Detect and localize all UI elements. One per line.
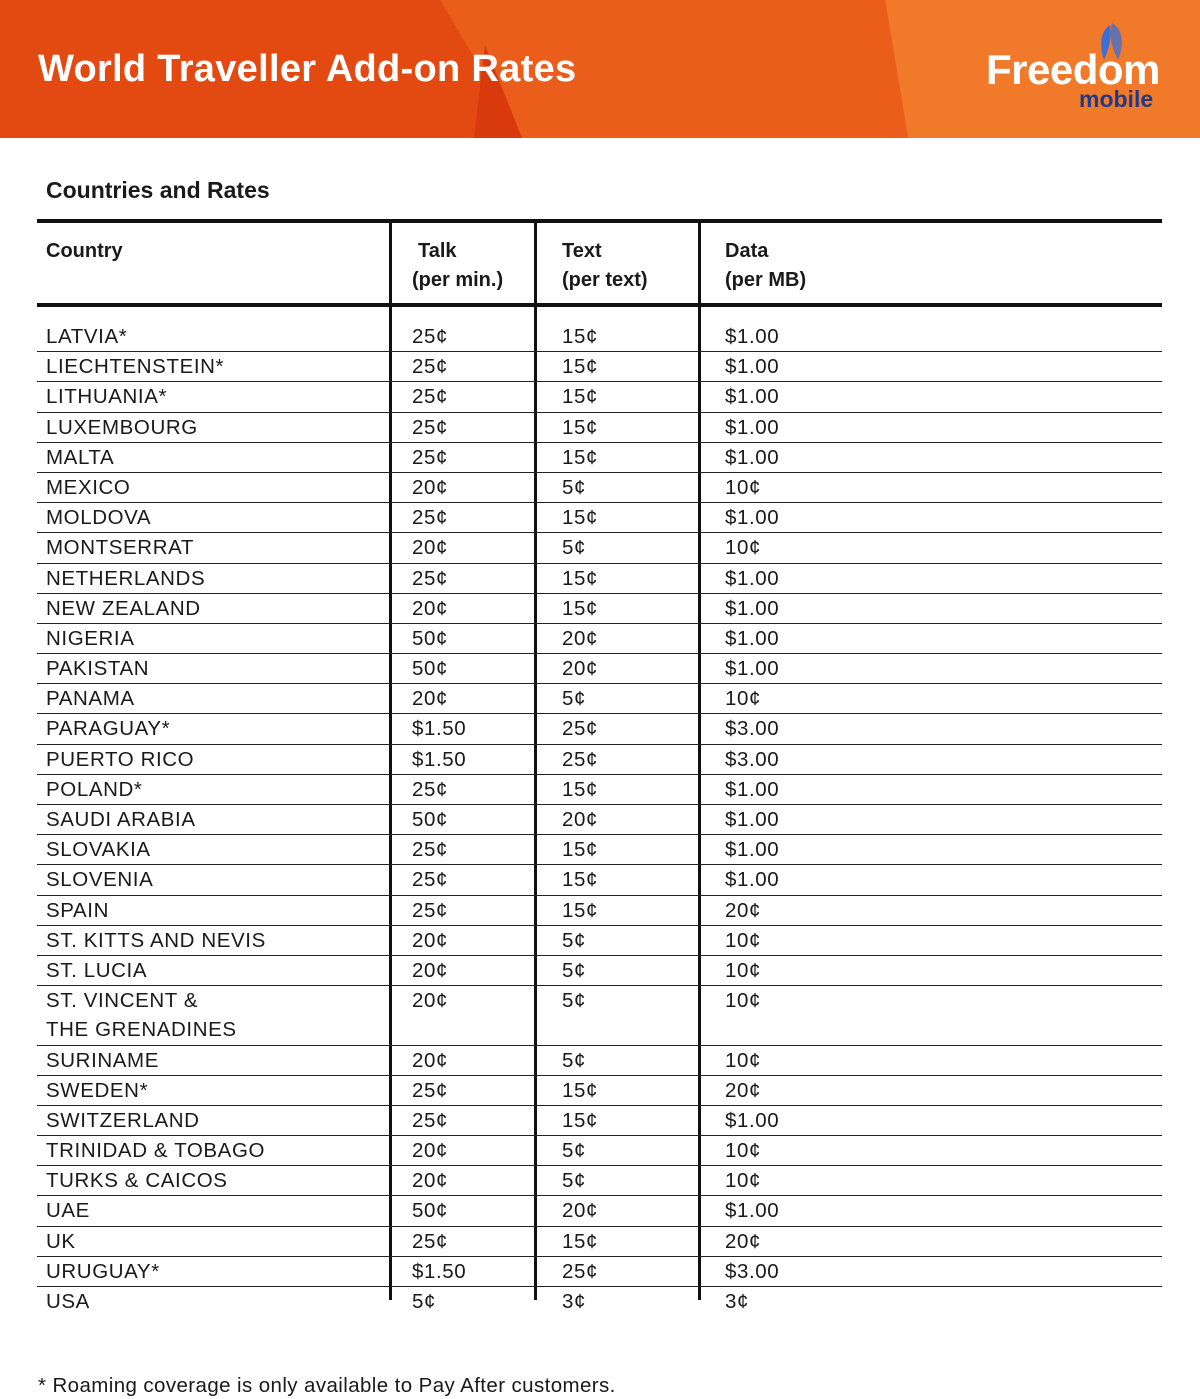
data-rate-cell: $1.00 (725, 325, 780, 348)
country-cell (46, 1046, 159, 1075)
talk-rate-cell: $1.50 (412, 1259, 467, 1283)
data-rate-cell: $1.00 (725, 566, 780, 590)
text-rate-cell: 15¢ (562, 868, 599, 892)
country-name-line: THE GRENADINES (46, 1018, 237, 1042)
data-rate-cell: 10¢ (725, 989, 762, 1013)
talk-rate-cell: 25¢ (412, 898, 449, 922)
country-name-line: LIECHTENSTEIN* (46, 355, 225, 379)
header-talk-label: Talk (418, 240, 457, 262)
table-row (37, 443, 1162, 473)
country-cell (46, 775, 142, 804)
table-row (37, 654, 1162, 684)
country-name-line: NIGERIA (46, 626, 135, 650)
text-rate-cell: 20¢ (562, 808, 599, 831)
logo-wordmark: Freedom (986, 46, 1160, 93)
text-rate-cell: 20¢ (562, 1199, 599, 1223)
country-cell (46, 1287, 90, 1316)
page-title: World Traveller Add-on Rates (38, 48, 577, 90)
talk-rate-cell: 20¢ (412, 1139, 449, 1163)
table-row (37, 1136, 1162, 1166)
table-row (37, 714, 1162, 744)
country-name-line: SPAIN (46, 898, 109, 922)
table-row (37, 865, 1162, 895)
text-rate-cell: 5¢ (562, 1139, 587, 1163)
talk-rate-cell: 25¢ (412, 566, 449, 590)
data-rate-cell: $1.00 (725, 808, 780, 831)
talk-rate-cell: 20¢ (412, 596, 449, 620)
header-country (46, 237, 123, 266)
country-cell (46, 805, 196, 834)
talk-rate-cell: 20¢ (412, 1169, 449, 1193)
talk-rate-cell: 25¢ (412, 445, 449, 469)
data-rate-cell: $1.00 (725, 626, 780, 650)
table-row (37, 926, 1162, 956)
country-cell (46, 956, 147, 985)
country-cell (46, 654, 149, 683)
table-row (37, 382, 1162, 412)
data-rate-cell: 10¢ (725, 1139, 762, 1163)
data-rate-cell: $1.00 (725, 506, 780, 530)
talk-rate-cell: 20¢ (412, 1048, 449, 1072)
country-name-line: POLAND* (46, 777, 143, 801)
country-cell (46, 865, 153, 894)
talk-rate-cell: 50¢ (412, 808, 449, 831)
table-row (37, 684, 1162, 714)
country-name-line: PUERTO RICO (46, 747, 195, 771)
table-row (37, 594, 1162, 624)
table-row (37, 624, 1162, 654)
country-cell (46, 594, 201, 623)
talk-rate-cell: 25¢ (412, 1229, 449, 1253)
data-rate-cell: 10¢ (725, 536, 762, 560)
table-row (37, 1227, 1162, 1257)
header-data-label: Data (725, 240, 769, 262)
table-row (37, 1287, 1162, 1316)
talk-rate-cell: 50¢ (412, 626, 449, 650)
table-row (37, 503, 1162, 533)
text-rate-cell: 15¢ (562, 385, 599, 409)
country-cell (46, 1106, 200, 1135)
country-name-line: UAE (46, 1199, 90, 1223)
data-rate-cell: 20¢ (725, 898, 762, 922)
talk-rate-cell: 25¢ (412, 415, 449, 439)
footnote: * Roaming coverage is only available to Pay After customers. (38, 1374, 616, 1397)
country-name-line: MONTSERRAT (46, 536, 194, 560)
text-rate-cell: 15¢ (562, 325, 599, 348)
logo-subtext: mobile (1079, 86, 1154, 112)
header-talk-unit: (per min.) (412, 269, 504, 291)
data-rate-cell: 20¢ (725, 1229, 762, 1253)
table-body (37, 322, 1162, 1316)
text-rate-cell: 5¢ (562, 1048, 587, 1072)
talk-rate-cell: 20¢ (412, 958, 449, 982)
country-name-line: UK (46, 1229, 76, 1253)
country-cell (46, 1136, 265, 1165)
table-row (37, 413, 1162, 443)
data-rate-cell: $1.00 (725, 838, 780, 862)
talk-rate-cell: 25¢ (412, 838, 449, 862)
text-rate-cell: 15¢ (562, 898, 599, 922)
country-cell (46, 624, 135, 653)
country-cell (46, 1257, 160, 1286)
table-row (37, 1106, 1162, 1136)
table-row (37, 322, 1162, 352)
country-cell (46, 714, 170, 743)
text-rate-cell: 5¢ (562, 958, 587, 982)
country-cell (46, 745, 194, 774)
table-row (37, 775, 1162, 805)
data-rate-cell: 10¢ (725, 687, 762, 711)
country-name-line: LUXEMBOURG (46, 415, 198, 439)
country-name-line: SLOVAKIA (46, 838, 151, 862)
country-name-line: TURKS & CAICOS (46, 1169, 228, 1193)
country-name-line: ST. LUCIA (46, 958, 148, 982)
data-rate-cell: 10¢ (725, 1169, 762, 1193)
section-title: Countries and Rates (46, 177, 270, 203)
header-data-unit: (per MB) (725, 269, 807, 291)
country-name-line: LITHUANIA* (46, 385, 168, 409)
text-rate-cell: 15¢ (562, 1108, 599, 1132)
table-row (37, 1076, 1162, 1106)
data-rate-cell: $1.00 (725, 415, 780, 439)
country-cell (46, 443, 114, 472)
text-rate-cell: 15¢ (562, 445, 599, 469)
country-cell (46, 896, 109, 925)
country-cell (46, 1166, 228, 1195)
talk-rate-cell: 20¢ (412, 687, 449, 711)
text-rate-cell: 15¢ (562, 1078, 599, 1102)
talk-rate-cell: 25¢ (412, 777, 449, 801)
data-rate-cell: 10¢ (725, 928, 762, 952)
country-cell (46, 1076, 148, 1105)
country-cell (46, 1227, 76, 1256)
talk-rate-cell: 25¢ (412, 1108, 449, 1132)
table-row (37, 352, 1162, 382)
country-cell (46, 986, 237, 1044)
country-name-line: TRINIDAD & TOBAGO (46, 1139, 266, 1163)
table-top-rule (37, 219, 1162, 223)
data-rate-cell: 10¢ (725, 958, 762, 982)
text-rate-cell: 5¢ (562, 475, 587, 499)
country-name-line: SURINAME (46, 1048, 160, 1072)
country-cell (46, 684, 135, 713)
text-rate-cell: 15¢ (562, 777, 599, 801)
talk-rate-cell: 5¢ (412, 1290, 437, 1314)
data-rate-cell: $1.00 (725, 355, 780, 379)
text-rate-cell: 5¢ (562, 1169, 587, 1193)
country-name-line: USA (46, 1290, 90, 1314)
data-rate-cell: $1.00 (725, 445, 780, 469)
text-rate-cell: 15¢ (562, 838, 599, 862)
text-rate-cell: 15¢ (562, 566, 599, 590)
country-cell (46, 926, 266, 955)
talk-rate-cell: 25¢ (412, 1078, 449, 1102)
country-name-line: URUGUAY* (46, 1259, 160, 1283)
talk-rate-cell: 20¢ (412, 536, 449, 560)
country-name-line: SAUDI ARABIA (46, 808, 196, 831)
text-rate-cell: 20¢ (562, 626, 599, 650)
text-rate-cell: 15¢ (562, 596, 599, 620)
data-rate-cell: $1.00 (725, 385, 780, 409)
country-name-line: MEXICO (46, 475, 131, 499)
talk-rate-cell: 25¢ (412, 506, 449, 530)
text-rate-cell: 5¢ (562, 687, 587, 711)
table-row (37, 805, 1162, 835)
text-rate-cell: 5¢ (562, 989, 587, 1013)
talk-rate-cell: 25¢ (412, 355, 449, 379)
country-name-line: SLOVENIA (46, 868, 154, 892)
talk-rate-cell: 20¢ (412, 475, 449, 499)
table-row (37, 533, 1162, 563)
talk-rate-cell: 50¢ (412, 657, 449, 681)
data-rate-cell: 20¢ (725, 1078, 762, 1102)
talk-rate-cell: 20¢ (412, 928, 449, 952)
header-text (562, 237, 648, 295)
talk-rate-cell: $1.50 (412, 717, 467, 741)
data-rate-cell: $1.00 (725, 777, 780, 801)
country-name-line: LATVIA* (46, 325, 128, 348)
table-row (37, 473, 1162, 503)
country-name-line: MOLDOVA (46, 506, 152, 530)
country-cell (46, 382, 167, 411)
country-name-line: NEW ZEALAND (46, 596, 201, 620)
talk-rate-cell: 20¢ (412, 989, 449, 1013)
country-name-line: SWITZERLAND (46, 1108, 200, 1132)
country-cell (46, 503, 151, 532)
country-cell (46, 835, 151, 864)
data-rate-cell: $1.00 (725, 868, 780, 892)
country-cell (46, 473, 130, 502)
text-rate-cell: 15¢ (562, 415, 599, 439)
talk-rate-cell: 25¢ (412, 325, 449, 348)
text-rate-cell: 25¢ (562, 747, 599, 771)
table-row (37, 835, 1162, 865)
data-rate-cell: $1.00 (725, 596, 780, 620)
table-row (37, 896, 1162, 926)
country-name-line: MALTA (46, 445, 115, 469)
talk-rate-cell: 25¢ (412, 385, 449, 409)
talk-rate-cell: 50¢ (412, 1199, 449, 1223)
data-rate-cell: $3.00 (725, 1259, 780, 1283)
country-cell (46, 413, 198, 442)
data-rate-cell: 3¢ (725, 1290, 750, 1314)
country-name-line: ST. VINCENT & (46, 989, 199, 1013)
header-data (725, 237, 806, 295)
country-cell (46, 352, 224, 381)
header-banner (0, 0, 1200, 138)
data-rate-cell: 10¢ (725, 475, 762, 499)
header-country-label: Country (46, 240, 123, 262)
text-rate-cell: 3¢ (562, 1290, 587, 1314)
table-row (37, 1166, 1162, 1196)
text-rate-cell: 5¢ (562, 536, 587, 560)
text-rate-cell: 5¢ (562, 928, 587, 952)
country-name-line: NETHERLANDS (46, 566, 206, 590)
header-text-unit: (per text) (562, 269, 648, 291)
country-cell (46, 322, 127, 351)
country-name-line: PAKISTAN (46, 657, 150, 681)
data-rate-cell: $1.00 (725, 657, 780, 681)
table-row (37, 1046, 1162, 1076)
data-rate-cell: $1.00 (725, 1199, 780, 1223)
country-cell (46, 533, 194, 562)
table-row (37, 1257, 1162, 1287)
text-rate-cell: 25¢ (562, 1259, 599, 1283)
text-rate-cell: 15¢ (562, 1229, 599, 1253)
data-rate-cell: $3.00 (725, 747, 780, 771)
country-name-line: PANAMA (46, 687, 135, 711)
talk-rate-cell: $1.50 (412, 747, 467, 771)
text-rate-cell: 15¢ (562, 506, 599, 530)
rates-table (37, 219, 1162, 1314)
header-talk (412, 237, 503, 295)
country-name-line: PARAGUAY* (46, 717, 171, 741)
country-cell (46, 1196, 90, 1225)
table-header-rule (37, 303, 1162, 307)
text-rate-cell: 15¢ (562, 355, 599, 379)
data-rate-cell: 10¢ (725, 1048, 762, 1072)
table-row (37, 986, 1162, 1045)
table-row (37, 564, 1162, 594)
talk-rate-cell: 25¢ (412, 868, 449, 892)
text-rate-cell: 20¢ (562, 657, 599, 681)
country-cell (46, 564, 205, 593)
country-name-line: ST. KITTS AND NEVIS (46, 928, 266, 952)
table-row (37, 1196, 1162, 1226)
data-rate-cell: $1.00 (725, 1108, 780, 1132)
freedom-mobile-logo (986, 22, 1166, 114)
table-row (37, 745, 1162, 775)
country-name-line: SWEDEN* (46, 1078, 149, 1102)
header-text-label: Text (562, 240, 602, 262)
text-rate-cell: 25¢ (562, 717, 599, 741)
data-rate-cell: $3.00 (725, 717, 780, 741)
table-row (37, 956, 1162, 986)
